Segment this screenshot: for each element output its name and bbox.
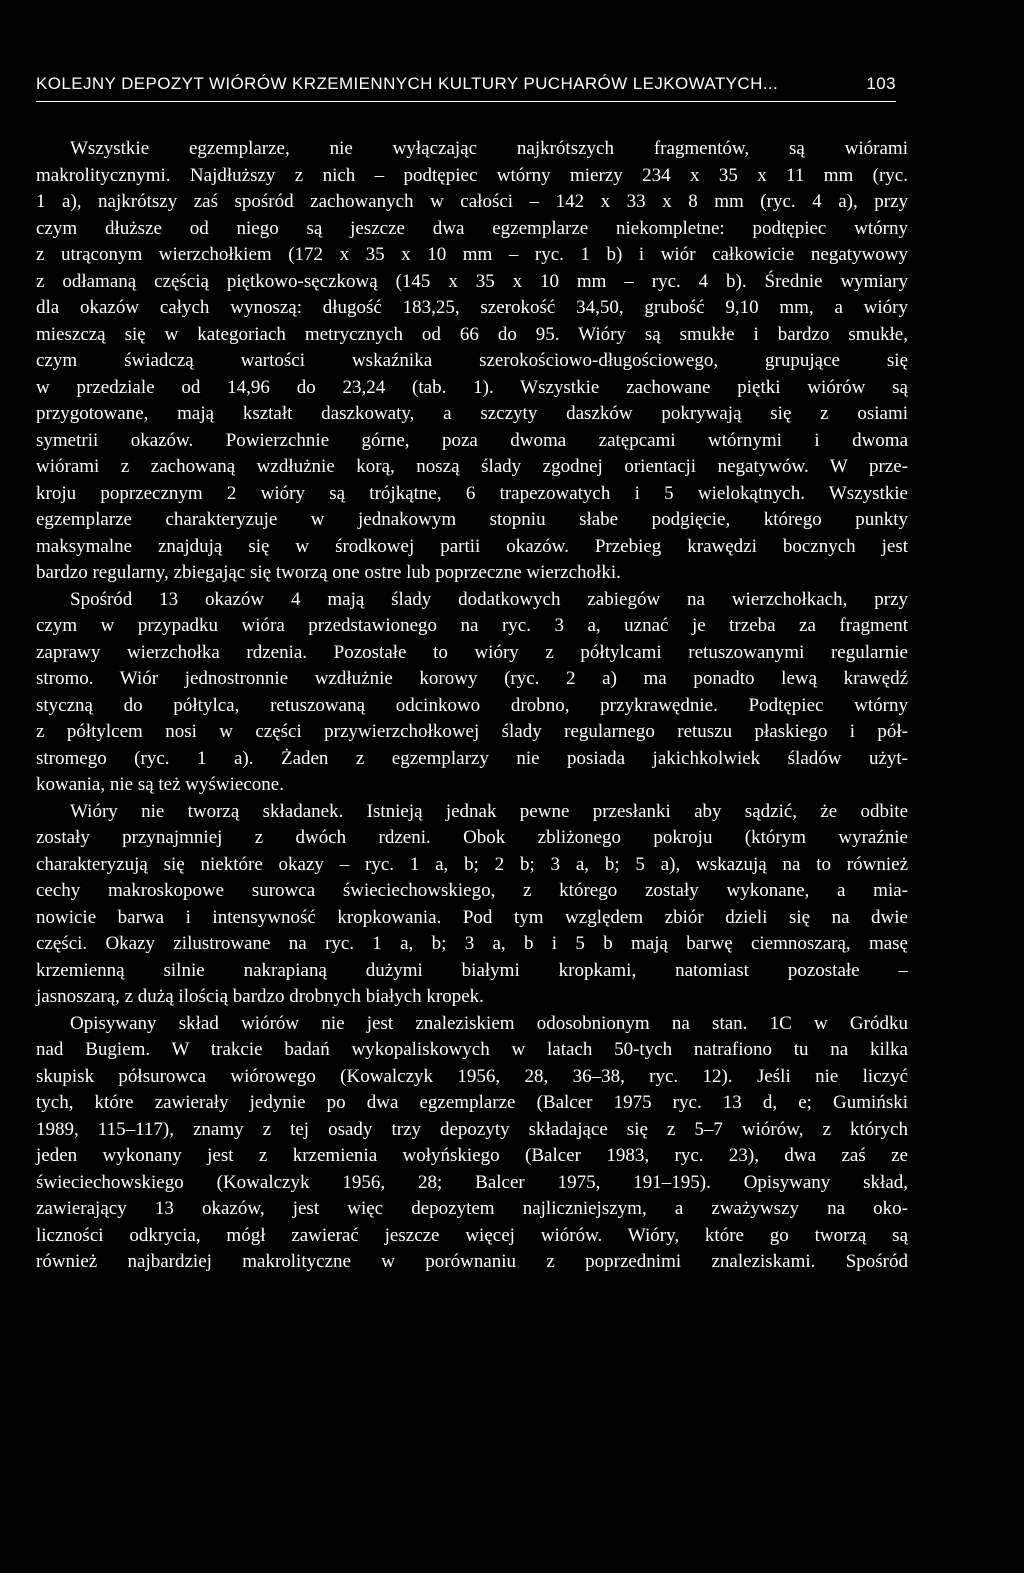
text-line: nowicie barwa i intensywność kropkowania. Pod tym względem zbiór dzieli się na dwie	[36, 906, 908, 928]
text-line: Spośród 13 okazów 4 mają ślady dodatkowych zabiegów na wierzchołkach, przy	[70, 588, 908, 610]
text-line: Opisywany skład wiórów nie jest znaleziskiem odosobnionym na stan. 1C w Gródku	[70, 1012, 908, 1034]
text-line: Wióry nie tworzą składanek. Istnieją jednak pewne przesłanki aby sądzić, że odbite	[70, 800, 908, 822]
text-line: zostały przynajmniej z dwóch rdzeni. Obok zbliżonego pokroju (którym wyraźnie	[36, 827, 908, 848]
body-text	[36, 136, 908, 1276]
running-title: KOLEJNY DEPOZYT WIÓRÓW KRZEMIENNYCH KULTURY PUCHARÓW LEJKOWATYCH...	[36, 74, 779, 93]
text-line: cechy makroskopowe surowca świeciechowskiego, z którego zostały wykonane, a mia-	[36, 880, 908, 901]
text-line: jeden wykonany jest z krzemienia wołyńskiego (Balcer 1983, ryc. 23), dwa zaś ze	[36, 1145, 908, 1166]
text-line: 1989, 115–117), znamy z tej osady trzy depozyty składające się z 5–7 wiórów, z których	[36, 1118, 908, 1140]
text-line: krzemienną silnie nakrapianą dużymi białymi kropkami, natomiast pozostałe –	[36, 959, 908, 981]
text-line: liczności odkrycia, mógł zawierać jeszcze więcej wiórów. Wióry, które go tworzą są	[36, 1224, 908, 1246]
text-line: czym w przypadku wióra przedstawionego na ryc. 3 a, uznać je trzeba za fragment	[36, 615, 908, 636]
text-line: egzemplarze charakteryzuje w jednakowym stopniu słabe podgięcie, którego punkty	[36, 509, 908, 530]
text-line: tych, które zawierały jedynie po dwa egzemplarze (Balcer 1975 ryc. 13 d, e; Gumiński	[36, 1092, 908, 1113]
text-line: czym dłuższe od niego są jeszcze dwa egzemplarze niekompletne: podtępiec wtórny	[36, 217, 908, 239]
text-line: bardzo regularny, zbiegając się tworzą one ostre lub poprzeczne wierzchołki.	[36, 562, 621, 583]
text-line: z utrąconym wierzchołkiem (172 x 35 x 10 mm – ryc. 1 b) i wiór całkowicie negatywowy	[36, 244, 908, 265]
text-line: jasnoszarą, z dużą ilością bardzo drobnych białych kropek.	[36, 986, 484, 1007]
text-line: makrolitycznymi. Najdłuższy z nich – podtępiec wtórny mierzy 234 x 35 x 11 mm (ryc.	[36, 164, 908, 186]
page-number: 103	[866, 74, 896, 93]
text-line: stromego (ryc. 1 a). Żaden z egzemplarzy nie posiada jakichkolwiek śladów użyt-	[36, 747, 908, 769]
text-line: zawierający 13 okazów, jest więc depozytem najliczniejszym, a zważywszy na oko-	[36, 1198, 908, 1219]
text-line: w przedziale od 14,96 do 23,24 (tab. 1). Wszystkie zachowane piętki wiórów są	[36, 376, 908, 398]
text-line: zaprawy wierzchołka rdzenia. Pozostałe to wióry z półtylcami retuszowanymi regularnie	[36, 641, 908, 663]
text-line: czym świadczą wartości wskaźnika szerokościowo-długościowego, grupujące się	[36, 350, 908, 371]
running-header	[36, 74, 896, 94]
text-line: symetrii okazów. Powierzchnie górne, poza dwoma zatępcami wtórnymi i dwoma	[36, 429, 908, 451]
text-line: wiórami z zachowaną wzdłużnie korą, noszą ślady zgodnej orientacji negatywów. W prze-	[36, 456, 908, 477]
text-line: maksymalne znajdują się w środkowej partii okazów. Przebieg krawędzi bocznych jest	[36, 535, 908, 557]
text-line: Wszystkie egzemplarze, nie wyłączając najkrótszych fragmentów, są wiórami	[70, 138, 908, 159]
text-line: styczną do półtylca, retuszowaną odcinkowo drobno, przykrawędnie. Podtępiec wtórny	[36, 694, 908, 716]
text-line: dla okazów całych wynoszą: długość 183,25, szerokość 34,50, grubość 9,10 mm, a wióry	[36, 297, 908, 318]
text-line: świeciechowskiego (Kowalczyk 1956, 28; Balcer 1975, 191–195). Opisywany skład,	[36, 1171, 908, 1193]
header-rule	[36, 101, 896, 102]
text-line: stromo. Wiór jednostronnie wzdłużnie korowy (ryc. 2 a) ma ponadto lewą krawędź	[36, 668, 908, 689]
text-line: części. Okazy zilustrowane na ryc. 1 a, b; 3 a, b i 5 b mają barwę ciemnoszarą, masę	[36, 933, 908, 954]
text-line: charakteryzują się niektóre okazy – ryc. 1 a, b; 2 b; 3 a, b; 5 a), wskazują na to również	[36, 853, 908, 875]
text-line: z półtylcem nosi w części przywierzchołkowej ślady regularnego retuszu płaskiego i pół-	[36, 721, 908, 742]
text-line: przygotowane, mają kształt daszkowaty, a szczyty daszków pokrywają się z osiami	[36, 403, 908, 424]
text-line: również najbardziej makrolityczne w porównaniu z poprzednimi znaleziskami. Spośród	[36, 1251, 908, 1272]
text-line: nad Bugiem. W trakcie badań wykopaliskowych w latach 50-tych natrafiono tu na kilka	[36, 1039, 908, 1060]
text-line: z odłamaną częścią piętkowo-sęczkową (145 x 35 x 10 mm – ryc. 4 b). Średnie wymiary	[36, 270, 908, 292]
text-line: skupisk półsurowca wiórowego (Kowalczyk 1956, 28, 36–38, ryc. 12). Jeśli nie liczyć	[36, 1065, 908, 1087]
text-line: kroju poprzecznym 2 wióry są trójkątne, 6 trapezowatych i 5 wielokątnych. Wszystkie	[36, 482, 908, 504]
text-line: 1 a), najkrótszy zaś spośród zachowanych w całości – 142 x 33 x 8 mm (ryc. 4 a), przy	[36, 191, 908, 212]
text-line: mieszczą się w kategoriach metrycznych od 66 do 95. Wióry są smukłe i bardzo smukłe,	[36, 323, 908, 345]
text-line: kowania, nie są też wyświecone.	[36, 774, 284, 795]
